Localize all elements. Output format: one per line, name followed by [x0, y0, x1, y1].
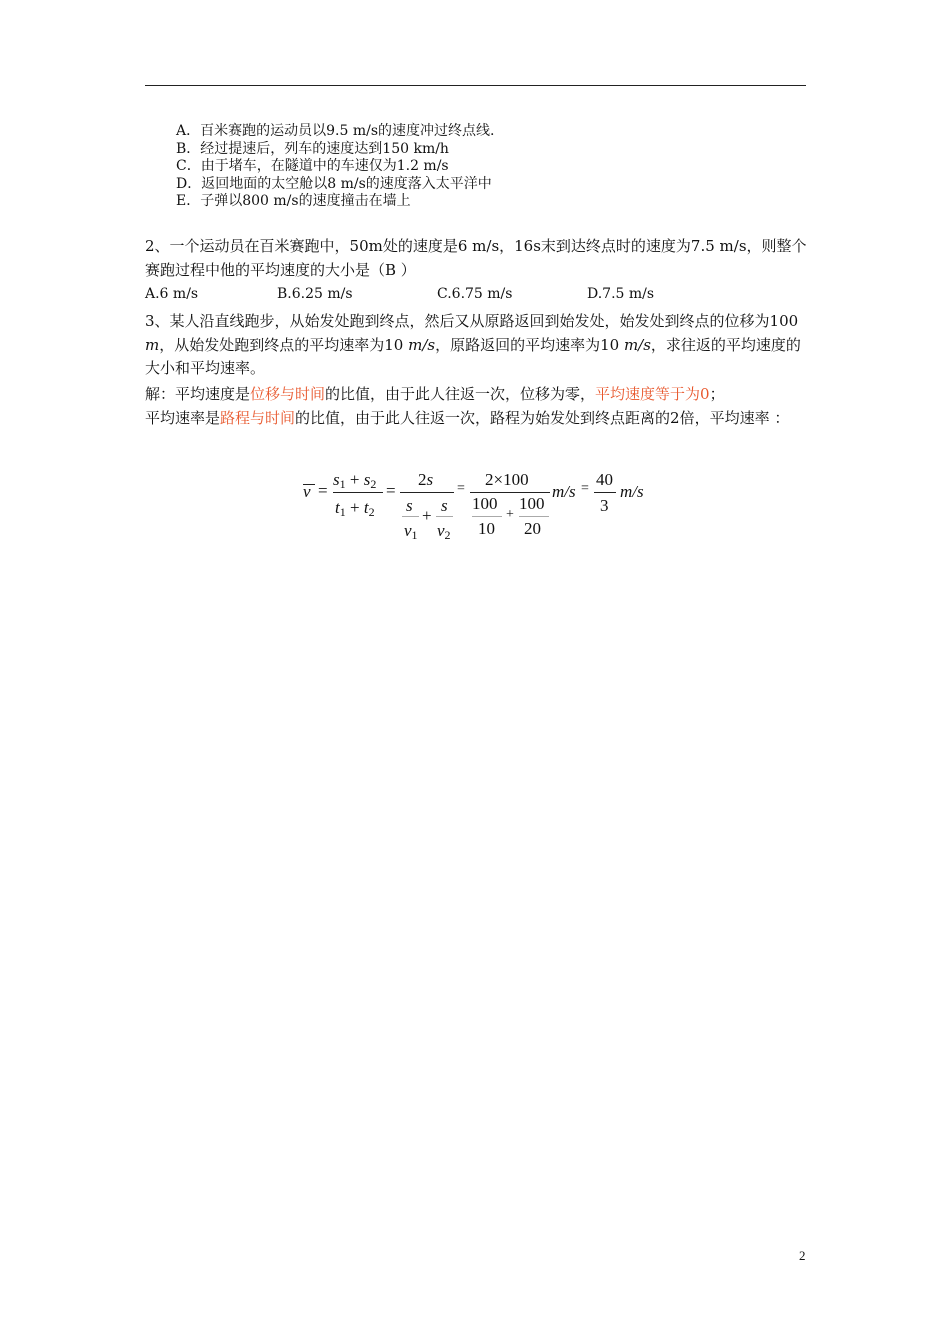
sub-fraction-bar-1: [402, 516, 419, 517]
header-rule: [145, 85, 806, 86]
question-2-choices: [145, 286, 810, 306]
numerator-2: 2s: [418, 470, 434, 489]
q3-unit-3: m/s: [623, 335, 651, 354]
den-10: 10: [478, 519, 495, 538]
sol-text-4: 平均速率是: [145, 408, 221, 427]
q3-unit-2: m/s: [408, 335, 436, 354]
unit-1: m/s: [552, 482, 576, 501]
sol-highlight-3: 路程与时间: [220, 408, 296, 427]
q3-text-1: 3、某人沿直线跑步，从始发处跑到终点，然后又从原路返回到始发处，始发处到终点的位移为100: [145, 312, 799, 330]
den-3: 3: [600, 496, 609, 515]
option-c: C．由于堵车，在隧道中的车速仅为1.2 m/s: [176, 158, 449, 174]
num-100-b: 100: [519, 494, 545, 513]
numerator-3: 2×100: [485, 470, 529, 489]
equals-4: =: [581, 481, 589, 496]
solution-line-2: [145, 407, 810, 431]
question-1-options: [176, 123, 494, 211]
solution: [145, 383, 810, 430]
choice-a: A.6 m/s: [145, 286, 199, 302]
fraction-bar-1: [333, 492, 383, 493]
sol-text-5: 的比值，由于此人往返一次，路程为始发处到终点距离的2倍，平均速率 ：: [295, 408, 790, 427]
q3-text-2: ，从始发处跑到终点的平均速率为10: [159, 335, 409, 354]
num-100-a: 100: [472, 494, 498, 513]
option-e: E．子弹以800 m/s的速度撞击在墙上: [176, 193, 411, 209]
sol-text-2: 的比值，由于此人往返一次，位移为零，: [325, 385, 596, 403]
sub-fraction-bar-3: [472, 516, 502, 517]
v2-symbol: v2: [437, 521, 451, 542]
choice-b: B.6.25 m/s: [277, 286, 353, 302]
q3-unit-1: m: [145, 335, 160, 354]
page-number: 2: [799, 1248, 806, 1263]
option-a: A．百米赛跑的运动员以9.5 m/s的速度冲过终点线.: [176, 123, 495, 139]
denominator-1: t1 + t2: [335, 498, 375, 519]
sol-highlight-2: 平均速度等于为0: [595, 385, 710, 403]
v-symbol: v: [303, 482, 311, 501]
fraction-bar-3: [470, 492, 550, 493]
q3-text-4: ，求往返的平均速度的大小和平均速率。: [145, 335, 801, 377]
option-d: D．返回地面的太空舱以8 m/s的速度落入太平洋中: [176, 175, 492, 192]
sol-text-1: 解：平均速度是: [145, 385, 251, 403]
den-20: 20: [524, 519, 541, 538]
choice-d: D.7.5 m/s: [587, 286, 655, 302]
equals-2: =: [386, 481, 396, 500]
question-2: 2、一个运动员在百米赛跑中，50m处的速度是6 m/s，16s末到达终点时的速度为7.5 m/s，则整个赛跑过程中他的平均速度的大小是（B ）: [145, 237, 807, 279]
sol-highlight-1: 位移与时间: [250, 385, 326, 403]
plus-sign-2: +: [506, 507, 514, 522]
numerator-1: s1 + s2: [333, 470, 377, 491]
num-40: 40: [596, 470, 613, 489]
sub-fraction-bar-4: [519, 516, 549, 517]
sub-fraction-bar-2: [436, 516, 453, 517]
q3-text-3: ，原路返回的平均速率为10: [435, 335, 624, 354]
plus-sign: +: [422, 506, 432, 525]
unit-2: m/s: [620, 482, 644, 501]
s-over-v1-num: s: [406, 496, 413, 515]
s-over-v2-num: s: [441, 496, 448, 515]
equals-3: =: [457, 481, 465, 496]
question-3: [145, 310, 810, 381]
sol-text-3: ；: [709, 385, 725, 403]
solution-line-1: [145, 383, 810, 407]
equals-1: =: [318, 481, 328, 500]
average-speed-formula: [300, 466, 660, 546]
v1-symbol: v1: [404, 521, 418, 542]
fraction-bar-4: [594, 492, 616, 493]
option-b: B．经过提速后，列车的速度达到150 km/h: [176, 140, 449, 157]
choice-c: C.6.75 m/s: [437, 286, 513, 302]
fraction-bar-2: [400, 492, 454, 493]
